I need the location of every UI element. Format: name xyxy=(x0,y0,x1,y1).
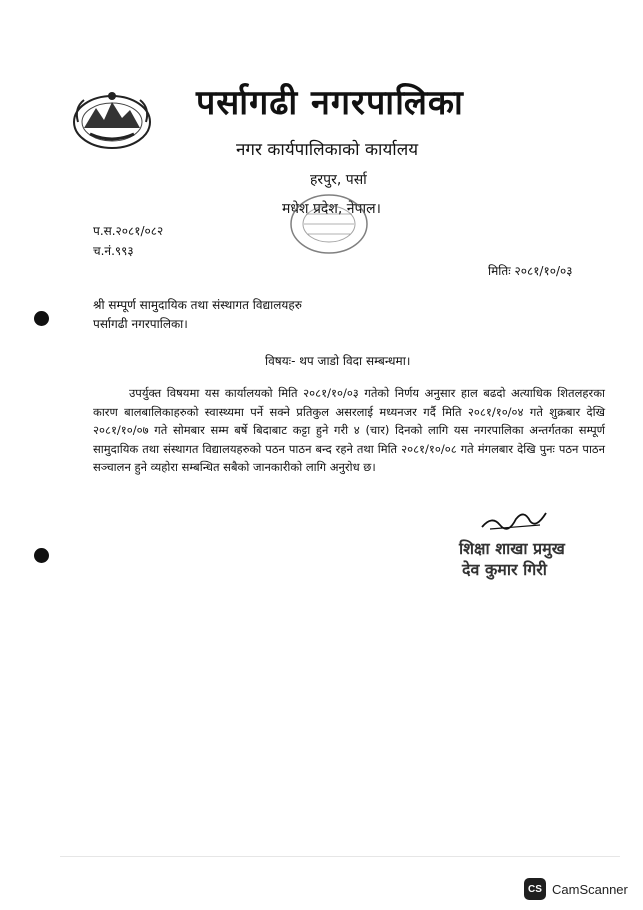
office-name: नगर कार्यपालिकाको कार्यालय xyxy=(236,140,419,160)
page-edge-divider xyxy=(60,856,620,857)
camscanner-watermark xyxy=(524,878,628,900)
recipient-line: पर्सागढी नगरपालिका। xyxy=(93,317,188,331)
letter-subject: विषयः- थप जाडो विदा सम्बन्धमा। xyxy=(265,354,411,368)
nepal-emblem-logo xyxy=(70,88,154,152)
office-stamp xyxy=(288,192,370,256)
letter-body: उपर्युक्त विषयमा यस कार्यालयको मिति २०८१/१०/०३ गतेको निर्णय अनुसार हाल बढदो अत्याधिक शितलहरका कारण बालबालिकाहरुको स्वास्थ्यमा पर्ने सक्ने प्रतिकुल असरलाई मध्यनजर गर्दै मिति २०८१/१०/०४ गते शुक्रबार देखि २०८१/१०/०७ गते सोमबार सम्म बर्षे बिदाबाट कट्टा हुने गरी ४ (चार) दिनको लागि यस नगरपालिका अन्तर्गतका सम्पूर्ण सामुदायिक तथा संस्थागत विद्यालयहरुको पठन पाठन बन्द रहने तथा मिति २०८१/१०/०८ गते मंगलबार देखि पुनः पठन पाठन सञ्चालन हुने व्यहोरा सम्बन्धित सबैको जानकारीको लागि अनुरोध छ। xyxy=(93,386,605,474)
municipality-title: पर्सागढी नगरपालिका xyxy=(196,83,464,123)
camscanner-logo-icon: CS xyxy=(524,878,546,900)
signatory-title: शिक्षा शाखा प्रमुख xyxy=(459,539,565,558)
chalani-number: च.नं.९९३ xyxy=(93,244,134,258)
signatory-name: देव कुमार गिरी xyxy=(462,560,547,579)
punch-hole xyxy=(34,548,49,563)
patra-sankhya: प.स.२०८१/०८२ xyxy=(93,224,164,238)
recipient-line: श्री सम्पूर्ण सामुदायिक तथा संस्थागत विद्यालयहरु xyxy=(93,298,302,312)
camscanner-label: CamScanner xyxy=(552,881,628,897)
punch-hole xyxy=(34,311,49,326)
office-location: हरपुर, पर्सा xyxy=(310,172,367,188)
handwritten-signature xyxy=(480,505,550,533)
office-province: मधेश प्रदेश, नेपाल। xyxy=(282,201,381,217)
letter-date: मितिः २०८१/१०/०३ xyxy=(488,264,573,278)
